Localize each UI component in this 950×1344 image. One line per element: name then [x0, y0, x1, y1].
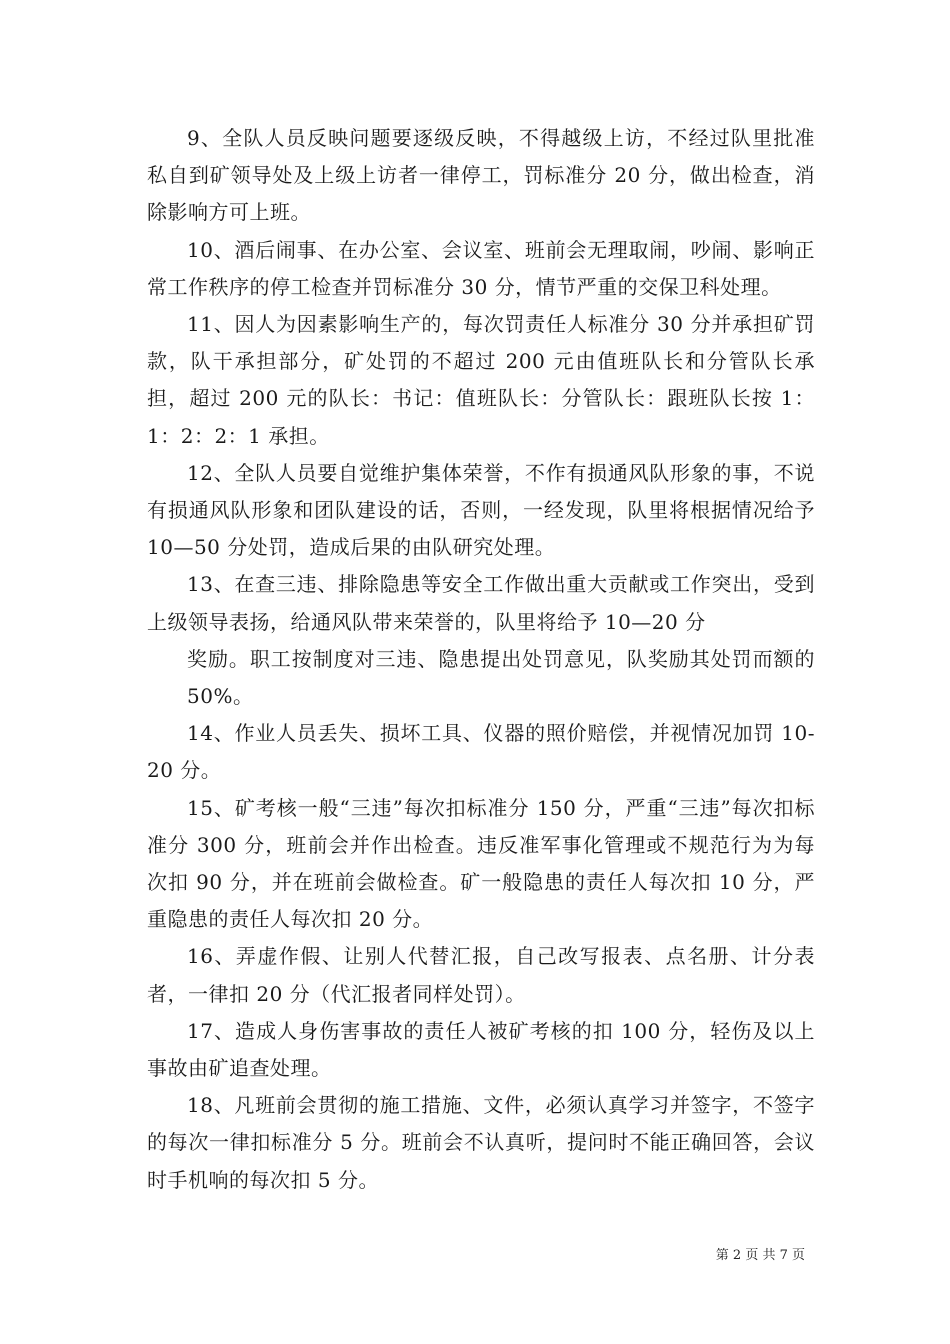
paragraph-item-9: 9、全队人员反映问题要逐级反映，不得越级上访，不经过队里批准私自到矿领导处及上级上访者一律停工，罚标准分 20 分，做出检查，消除影响方可上班。 — [147, 126, 815, 225]
paragraph-item-10: 10、酒后闹事、在办公室、会议室、班前会无理取闹，吵闹、影响正常工作秩序的停工检查并罚标准分 30 分，情节严重的交保卫科处理。 — [147, 237, 815, 299]
paragraph-item-15: 15、矿考核一般“三违”每次扣标准分 150 分，严重“三违”每次扣标准分 300 分，班前会并作出检查。违反准军事化管理或不规范行为为每次扣 90 分，并在班前会做检查。矿一般隐患的责任人每次扣 10 分，严重隐患的责任人每次扣 20 分。 — [147, 795, 815, 932]
paragraph-item-16: 16、弄虚作假、让别人代替汇报，自己改写报表、点名册、计分表者，一律扣 20 分（代汇报者同样处罚）。 — [147, 944, 815, 1006]
page-number-footer: 第 2 页 共 7 页 — [715, 1248, 805, 1263]
paragraph-item-11: 11、因人为因素影响生产的，每次罚责任人标准分 30 分并承担矿罚款，队干承担部分，矿处罚的不超过 200 元由值班队长和分管队长承担，超过 200 元的队长：书记：值班队长：分管队长：跟班队长按 1：1：2：2：1 承担。 — [147, 312, 815, 448]
paragraph-item-14: 14、作业人员丢失、损坏工具、仪器的照价赔偿，并视情况加罚 10-20 分。 — [147, 721, 815, 783]
paragraph-item-13: 13、在查三违、排除隐患等安全工作做出重大贡献或工作突出，受到上级领导表扬，给通风队带来荣誉的，队里将给予 10—20 分 — [147, 572, 815, 634]
paragraph-item-18: 18、凡班前会贯彻的施工措施、文件，必须认真学习并签字，不签字的每次一律扣标准分 5 分。班前会不认真听，提问时不能正确回答，会议时手机响的每次扣 5 分。 — [147, 1093, 815, 1192]
paragraph-item-13-continued: 奖励。职工按制度对三违、隐患提出处罚意见，队奖励其处罚而额的 50%。 — [187, 646, 815, 709]
document-body — [147, 120, 815, 1199]
paragraph-item-17: 17、造成人身伤害事故的责任人被矿考核的扣 100 分，轻伤及以上事故由矿追查处理。 — [147, 1018, 815, 1081]
paragraph-item-12: 12、全队人员要自觉维护集体荣誉，不作有损通风队形象的事，不说有损通风队形象和团队建设的话，否则，一经发现，队里将根据情况给予 10—50 分处罚，造成后果的由队研究处理。 — [147, 460, 815, 560]
